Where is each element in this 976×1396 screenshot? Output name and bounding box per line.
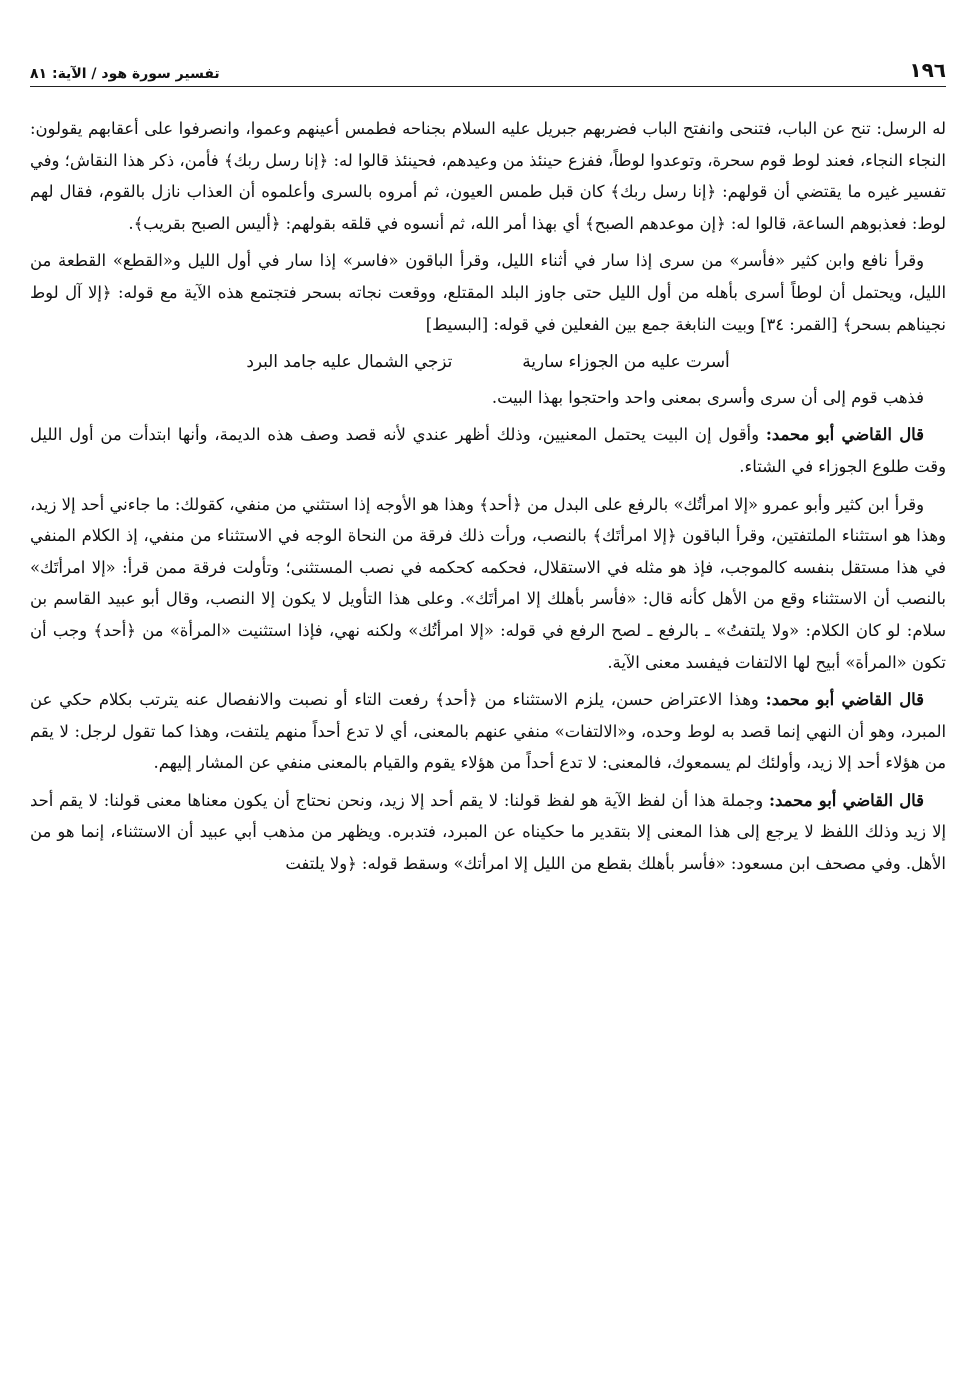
paragraph [30, 245, 946, 340]
paragraph [30, 113, 946, 239]
paragraph-text: فذهب قوم إلى أن سرى وأسرى بمعنى واحد واحتجوا بهذا البيت. [491, 387, 924, 407]
verse-second-hemistich: تزجي الشمال عليه جامد البرد [246, 351, 453, 372]
paragraph-text: وقرأ نافع وابن كثير «فأسر» من سرى إذا سار في أثناء الليل، وقرأ الباقون «فاسر» إذا سار في أول الليل و«القطع» القطعة من الليل، ويحتمل أن لوطاً أسرى بأهله من أول الليل حتى جاوز البلد المقتلع، ووقعت نجاته بسحر فتجتمع هذه الآية مع قوله: ﴿إلا آل لوط نجيناهم بسحر﴾ [القمر: ٣٤] وبيت النابغة جمع بين الفعلين في قوله: [البسيط] [30, 251, 946, 334]
paragraph-text: له الرسل: تنح عن الباب، فتنحى وانفتح الباب فضربهم جبريل عليه السلام بجناحه فطمس أعينهم وعموا، وانصرفوا على أعقابهم يقولون: النجاء النجاء، فعند لوط قوم سحرة، وتوعدوا لوطاً، ففزع حينئذ من وعيدهم، فحينئذ قالوا له: ﴿إنا رسل ربك﴾ فأمن، ذكر هذا النقاش؛ وفي تفسير غيره ما يقتضي أن قولهم: ﴿إنا رسل ربك﴾ كان قبل طمس العيون، ثم أمروه بالسرى وأعلموه أن العذاب نازل بالقوم، فقال لهم لوط: فعذبوهم الساعة، قالوا له: ﴿إن موعدهم الصبح﴾ أي بهذا أمر الله، ثم أنسوه في قلقه بقولهم: ﴿أليس الصبح بقريب﴾. [30, 119, 946, 233]
paragraph [30, 489, 946, 679]
paragraph [30, 785, 946, 880]
page-number: ١٩٦ [909, 58, 946, 82]
header-title: تفسير سورة هود / الآية: ٨١ [30, 66, 220, 82]
verse-first-hemistich: أسرت عليه من الجوزاء سارية [522, 351, 730, 372]
running-header [30, 58, 946, 87]
paragraph-text: وهذا الاعتراض حسن، يلزم الاستثناء من ﴿أحد﴾ رفعت التاء أو نصبت والانفصال عنه يترتب بكلام حكي عن المبرد، وهو أن النهي إنما قصد به لوط وحده، و«الالتفات» منفي عنهم بالمعنى، أي لا تدع أحداً منهم يلتفت، وهذا كما تقول لرجل: لا يقم من هؤلاء أحد إلا زيد، وأولئك لم يسمعوك، فالمعنى: لا تدع أحداً من هؤلاء يقوم والقيام بالمعنى منفي عن المشار إليهم. [30, 690, 946, 773]
paragraph [30, 684, 946, 779]
poetry-verse [30, 346, 946, 378]
speaker-label: قال القاضي أبو محمد: [765, 690, 925, 710]
paragraph-text: وقرأ ابن كثير وأبو عمرو «إلا امرأتُك» بالرفع على البدل من ﴿أحد﴾ وهذا هو الأوجه إذا استثني من منفي، كقولك: ما جاءني أحد إلا زيد، وهذا هو استثناء الملتفتين، وقرأ الباقون ﴿إلا امرأتَك﴾ بالنصب، ورأت ذلك فرقة من النحاة الوجه في الاستثناء من منفي، إذ الكلام المنفي في هذا مستقل بنفسه كالموجب، فإذ هو مثله في الاستقلال، فحكمه كحكمه في نصب المستثنى؛ وتأولت فرقة ممن قرأ: «إلا امرأتَك» بالنصب أن الاستثناء وقع من الأهل كأنه قال: «فأسر بأهلك إلا امرأتَك». وعلى هذا التأويل لا يكون إلا النصب، وقال أبو عبيد القاسم بن سلام: لو كان الكلام: «ولا يلتفتُ» ـ بالرفع ـ لصح الرفع في قوله: «إلا امرأتُك» ولكنه نهي، فإذا استثنيت «المرأة» من ﴿أحد﴾ وجب أن تكون «المرأة» أبيح لها الالتفات فيفسد معنى الآية. [30, 494, 946, 672]
paragraph-text: وأقول إن البيت يحتمل المعنيين، وذلك أظهر عندي لأنه قصد وصف هذه الديمة، وأنها ابتدأت من أول الليل وقت طلوع الجوزاء في الشتاء. [30, 425, 946, 476]
paragraph-text: وجملة هذا أن لفظ الآية هو لفظ قولنا: لا يقم أحد إلا زيد، ونحن نحتاج أن يكون معناها معنى قولنا: لا يقم أحد إلا زيد وذلك اللفظ لا يرجع إلى هذا المعنى إلا بتقدير ما حكيناه عن المبرد، فتدبره. ويظهر من مذهب أبي عبيد أن الاستثناء، إنما هو من الأهل. وفي مصحف ابن مسعود: «فأسر بأهلك بقطع من الليل إلا امرأتك» وسقط قوله: ﴿ولا يلتفت [30, 790, 946, 874]
paragraph [30, 419, 946, 482]
speaker-label: قال القاضي أبو محمد: [768, 790, 925, 810]
page-body [30, 113, 946, 880]
document-page [30, 58, 946, 886]
paragraph [30, 382, 946, 414]
speaker-label: قال القاضي أبو محمد: [765, 425, 924, 445]
